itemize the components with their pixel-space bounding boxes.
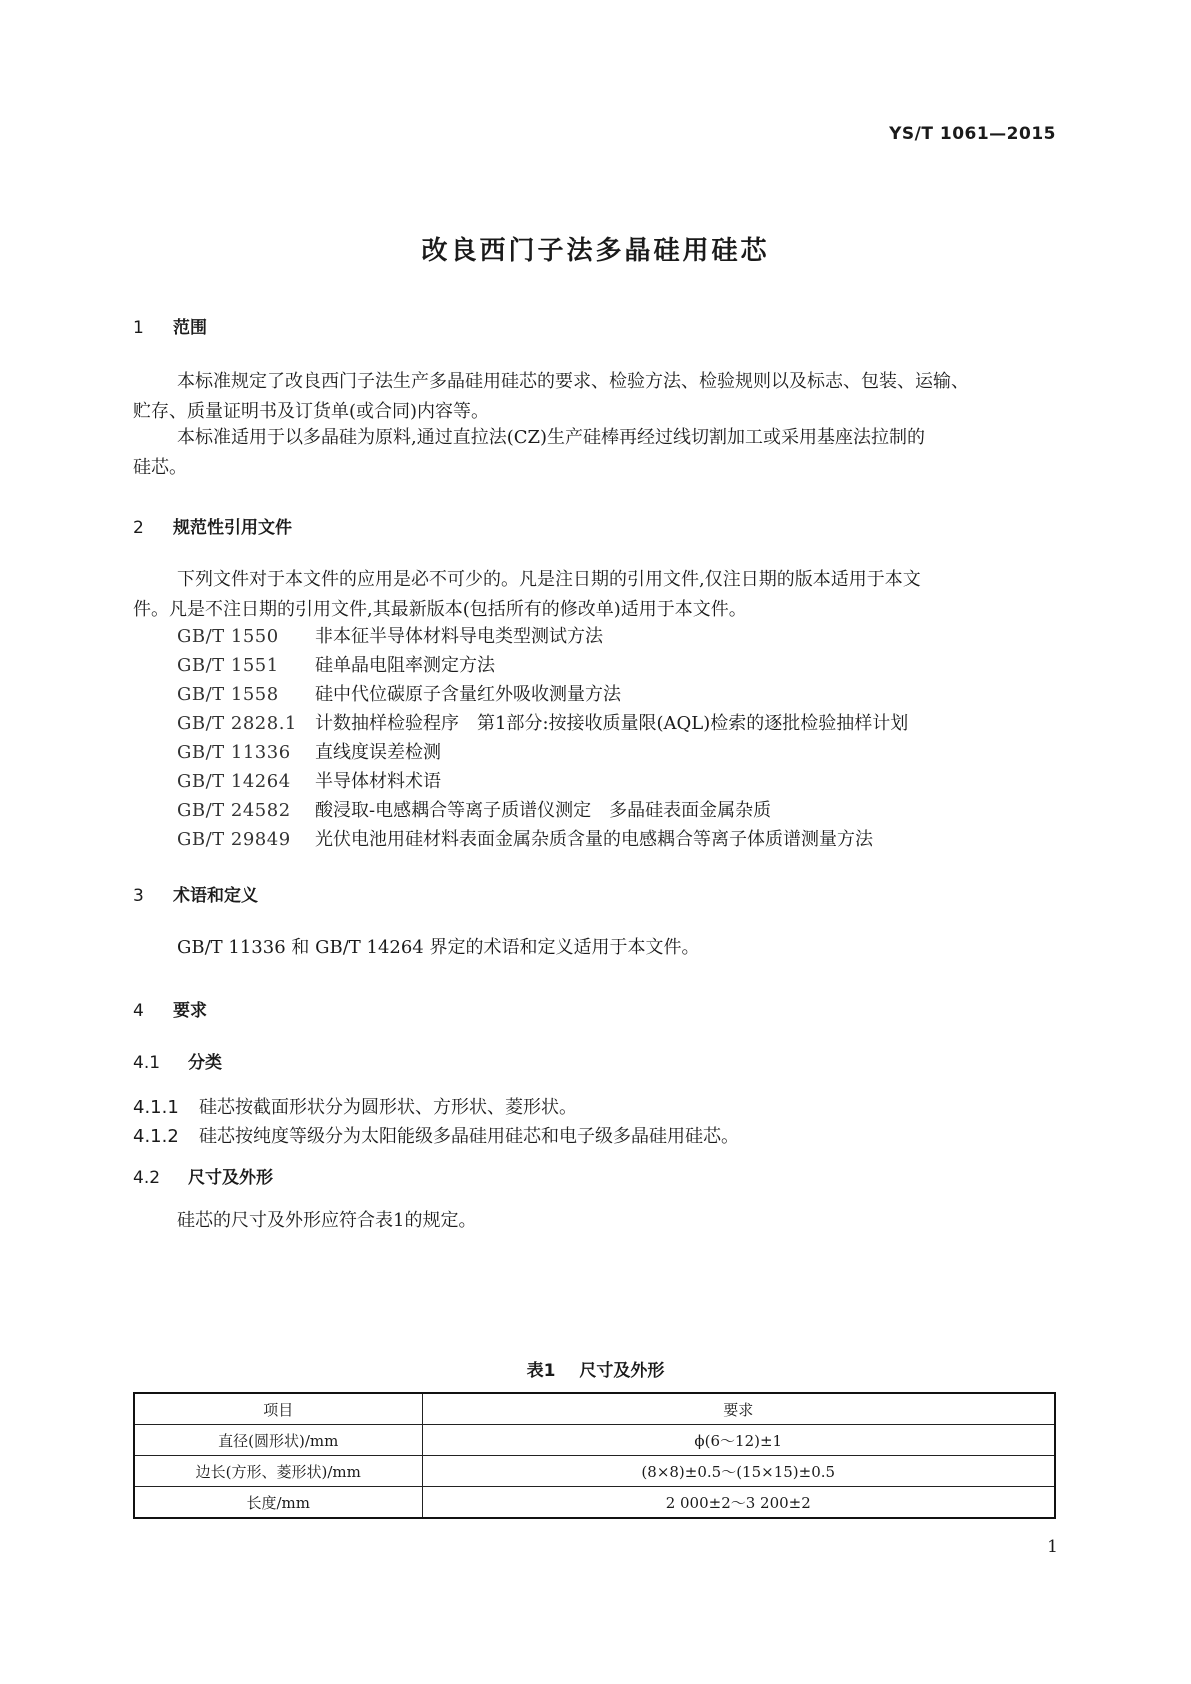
table-title: 尺寸及外形: [579, 1361, 665, 1381]
paragraph-line: 硅芯。: [133, 457, 187, 478]
terms-paragraph: [133, 933, 1063, 963]
reference-item: [177, 680, 621, 710]
reference-code: GB/T 11336: [177, 742, 291, 763]
reference-item: [177, 709, 908, 739]
reference-item: [177, 796, 771, 826]
table-row: [134, 1456, 1055, 1487]
section-number: 4: [133, 1001, 144, 1021]
reference-item: [177, 651, 495, 681]
section-number: 4.2: [133, 1168, 161, 1188]
paragraph-line: 本标准适用于以多晶硅为原料,通过直拉法(CZ)生产硅棒再经过线切割加工或采用基座法拉制的: [177, 427, 926, 448]
section-number: 1: [133, 318, 144, 338]
reference-code: GB/T 1550: [177, 626, 279, 647]
section-heading-scope: [133, 313, 207, 338]
clause-4-1-2: [133, 1122, 739, 1152]
reference-title: 酸浸取-电感耦合等离子质谱仪测定 多晶硅表面金属杂质: [315, 800, 772, 821]
paragraph-line: GB/T 11336 和 GB/T 14264 界定的术语和定义适用于本文件。: [177, 937, 700, 958]
clause-4-1-1: [133, 1093, 577, 1123]
table-cell: (8×8)±0.5～(15×15)±0.5: [422, 1456, 1055, 1487]
clause-number: 4.1.2: [133, 1126, 179, 1147]
subsection-heading-classification: [133, 1048, 222, 1073]
table-row: [134, 1425, 1055, 1456]
section-title: 规范性引用文件: [173, 518, 292, 538]
reference-code: GB/T 1551: [177, 655, 279, 676]
reference-item: [177, 767, 441, 797]
references-intro: [133, 565, 1063, 625]
reference-code: GB/T 29849: [177, 829, 291, 850]
section-heading-requirements: [133, 996, 207, 1021]
clause-text: 硅芯按截面形状分为圆形状、方形状、菱形状。: [199, 1097, 577, 1118]
paragraph-line: 硅芯的尺寸及外形应符合表1的规定。: [177, 1210, 477, 1231]
table-cell: 2 000±2～3 200±2: [422, 1487, 1055, 1519]
reference-title: 硅中代位碳原子含量红外吸收测量方法: [315, 684, 621, 705]
reference-title: 直线度误差检测: [315, 742, 441, 763]
paragraph-line: 贮存、质量证明书及订货单(或合同)内容等。: [133, 401, 490, 422]
reference-code: GB/T 1558: [177, 684, 279, 705]
reference-title: 非本征半导体材料导电类型测试方法: [315, 626, 603, 647]
clause-text: 硅芯按纯度等级分为太阳能级多晶硅用硅芯和电子级多晶硅用硅芯。: [199, 1126, 739, 1147]
section-title: 要求: [173, 1001, 207, 1021]
reference-item: [177, 738, 441, 768]
document-title: 改良西门子法多晶硅用硅芯: [421, 236, 770, 266]
section-number: 2: [133, 518, 144, 538]
clause-number: 4.1.1: [133, 1097, 179, 1118]
standard-code: YS/T 1061—2015: [889, 124, 1056, 144]
paragraph-line: 下列文件对于本文件的应用是必不可少的。凡是注日期的引用文件,仅注日期的版本适用于本文: [177, 569, 921, 590]
section-title: 尺寸及外形: [188, 1168, 273, 1188]
table-cell: 边长(方形、菱形状)/mm: [134, 1456, 422, 1487]
dimensions-paragraph: [133, 1206, 1063, 1236]
reference-title: 光伏电池用硅材料表面金属杂质含量的电感耦合等离子体质谱测量方法: [315, 829, 873, 850]
table-label: 表1: [526, 1361, 556, 1381]
table-caption: [0, 1356, 1191, 1381]
reference-code: GB/T 14264: [177, 771, 291, 792]
table-header-cell: 项目: [134, 1393, 422, 1425]
section-heading-normative-references: [133, 513, 292, 538]
reference-item: [177, 825, 873, 855]
paragraph-line: 本标准规定了改良西门子法生产多晶硅用硅芯的要求、检验方法、检验规则以及标志、包装、运输、: [177, 371, 969, 392]
table-cell: ϕ(6～12)±1: [422, 1425, 1055, 1456]
subsection-heading-dimensions: [133, 1163, 273, 1188]
section-heading-terms: [133, 881, 258, 906]
table-header-cell: 要求: [422, 1393, 1055, 1425]
page-number: 1: [1047, 1537, 1058, 1557]
section-title: 术语和定义: [173, 886, 258, 906]
table-row: [134, 1487, 1055, 1519]
scope-paragraph-1: [133, 367, 1063, 427]
reference-title: 半导体材料术语: [315, 771, 441, 792]
section-title: 范围: [173, 318, 207, 338]
table-header-row: [134, 1393, 1055, 1425]
dimensions-table: [133, 1392, 1056, 1519]
section-title: 分类: [188, 1053, 222, 1073]
section-number: 4.1: [133, 1053, 161, 1073]
reference-code: GB/T 24582: [177, 800, 291, 821]
table-cell: 长度/mm: [134, 1487, 422, 1519]
reference-item: [177, 622, 603, 652]
reference-title: 计数抽样检验程序 第1部分:按接收质量限(AQL)检索的逐批检验抽样计划: [315, 713, 909, 734]
reference-title: 硅单晶电阻率测定方法: [315, 655, 495, 676]
reference-code: GB/T 2828.1: [177, 713, 297, 734]
paragraph-line: 件。凡是不注日期的引用文件,其最新版本(包括所有的修改单)适用于本文件。: [133, 599, 747, 620]
scope-paragraph-2: [133, 423, 1063, 483]
section-number: 3: [133, 886, 144, 906]
table-cell: 直径(圆形状)/mm: [134, 1425, 422, 1456]
